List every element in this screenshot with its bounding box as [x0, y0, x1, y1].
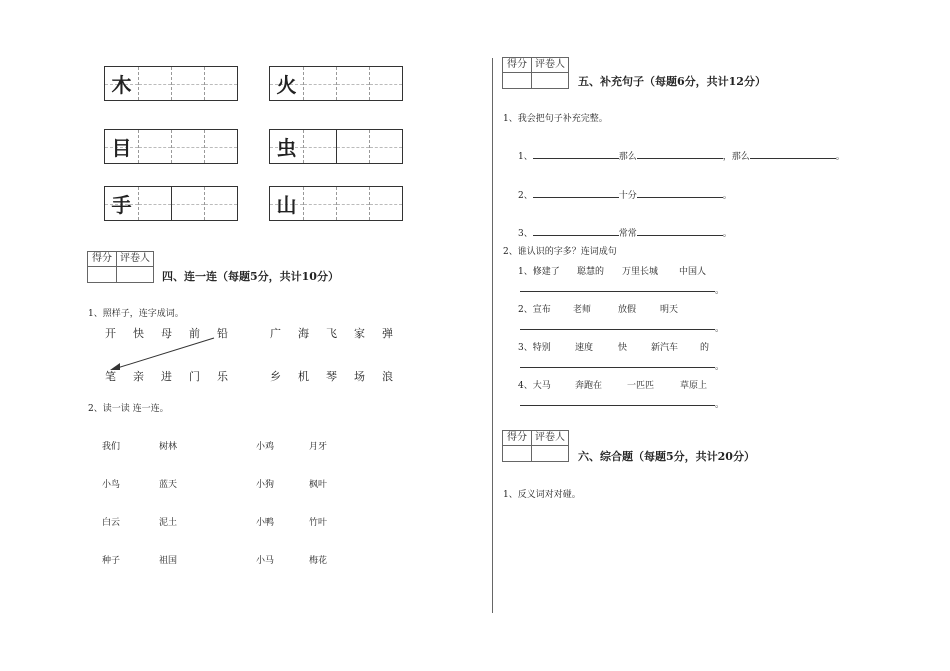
char: 乡 [270, 370, 281, 383]
grid-char: 虫 [276, 136, 297, 160]
section5-title: 五、补充句子（每题6分，共计12分） [578, 75, 766, 88]
char-grid-2 [269, 66, 403, 101]
sentence-num: 2、 [518, 191, 533, 201]
char: 笔 [105, 370, 116, 383]
grader-label: 评卷人 [117, 252, 153, 267]
period: 。 [715, 286, 725, 296]
section6-q1: 1、反义词对对碰。 [503, 490, 581, 500]
word: 小鸡 [256, 442, 275, 452]
sentence-num: 3、 [518, 229, 533, 239]
section4-title: 四、连一连（每题5分，共计10分） [162, 270, 339, 283]
answer-blank[interactable] [637, 188, 723, 198]
connector: 常常 [618, 229, 637, 239]
char-grid-4 [269, 129, 403, 164]
answer-line[interactable] [520, 290, 715, 292]
word: 小鸟 [102, 480, 121, 490]
char: 琴 [326, 370, 337, 383]
word: 小马 [256, 556, 275, 566]
word: 梅花 [309, 556, 328, 566]
sentence-3 [518, 226, 732, 239]
answer-line[interactable] [520, 328, 715, 330]
score-box-section6 [502, 430, 569, 462]
char: 母 [161, 327, 172, 340]
row-word: 聪慧的 [577, 267, 605, 277]
char: 机 [298, 370, 309, 383]
answer-blank[interactable] [533, 149, 619, 159]
row-word: 奔跑在 [575, 381, 603, 391]
char: 快 [133, 327, 144, 340]
word: 小鸭 [256, 518, 275, 528]
grid-char: 山 [276, 193, 297, 217]
char: 进 [161, 370, 172, 383]
row-word: 3、特别 [518, 343, 551, 353]
answer-blank[interactable] [533, 226, 619, 236]
char: 门 [189, 370, 200, 383]
word: 月牙 [309, 442, 328, 452]
char: 场 [354, 370, 365, 383]
grader-label: 评卷人 [532, 431, 568, 446]
word: 祖国 [159, 556, 178, 566]
char-grid-5 [104, 186, 238, 221]
word: 种子 [102, 556, 121, 566]
period: 。 [715, 324, 725, 334]
score-box-section4 [87, 251, 154, 283]
word: 蓝天 [159, 480, 178, 490]
char: 广 [270, 327, 281, 340]
row-word: 老师 [573, 305, 592, 315]
char: 铅 [217, 327, 228, 340]
connector: ，那么 [722, 152, 750, 162]
example-arrow [100, 330, 230, 380]
sentence-num: 1、 [518, 152, 533, 162]
row-word: 1、修建了 [518, 267, 560, 277]
row-word: 草原上 [680, 381, 708, 391]
word: 小狗 [256, 480, 275, 490]
period: 。 [715, 362, 725, 372]
period: 。 [715, 400, 725, 410]
row-word: 快 [618, 343, 628, 353]
grid-char: 手 [111, 193, 132, 217]
row-word: 万里长城 [622, 267, 659, 277]
section5-q1: 1、我会把句子补充完整。 [503, 114, 608, 124]
answer-blank[interactable] [637, 226, 723, 236]
char: 飞 [326, 327, 337, 340]
char: 开 [105, 327, 116, 340]
score-label: 得分 [503, 58, 531, 73]
char-grid-3 [104, 129, 238, 164]
row-word: 速度 [575, 343, 594, 353]
column-divider [492, 58, 493, 613]
row-word: 放假 [618, 305, 637, 315]
row-word: 4、大马 [518, 381, 551, 391]
section4-q1: 1、照样子，连字成词。 [88, 309, 184, 319]
word: 我们 [102, 442, 121, 452]
char-grid-6 [269, 186, 403, 221]
row-word: 新汽车 [651, 343, 679, 353]
word: 枫叶 [309, 480, 328, 490]
word: 树林 [159, 442, 178, 452]
char: 家 [354, 327, 365, 340]
section6-title: 六、综合题（每题5分，共计20分） [578, 450, 755, 463]
period: 。 [722, 229, 732, 239]
char-grid-1 [104, 66, 238, 101]
char: 弹 [382, 327, 393, 340]
answer-line[interactable] [520, 404, 715, 406]
row-word: 2、宣布 [518, 305, 551, 315]
word: 竹叶 [309, 518, 328, 528]
char: 前 [189, 327, 200, 340]
char: 浪 [382, 370, 393, 383]
score-box-section5 [502, 57, 569, 89]
grid-char: 火 [276, 73, 297, 97]
grid-char: 木 [111, 73, 132, 97]
char: 乐 [217, 370, 228, 383]
score-label: 得分 [88, 252, 116, 267]
answer-blank[interactable] [533, 188, 619, 198]
connector: 十分 [618, 191, 637, 201]
answer-blank[interactable] [750, 149, 836, 159]
score-label: 得分 [503, 431, 531, 446]
answer-blank[interactable] [637, 149, 723, 159]
period: 。 [722, 191, 732, 201]
sentence-2 [518, 188, 732, 201]
row-word: 的 [700, 343, 710, 353]
period: 。 [835, 152, 845, 162]
row-word: 明天 [660, 305, 679, 315]
word: 白云 [102, 518, 121, 528]
word: 泥土 [159, 518, 178, 528]
grader-label: 评卷人 [532, 58, 568, 73]
sentence-1 [518, 149, 845, 162]
grid-char: 目 [111, 136, 132, 160]
row-word: 中国人 [679, 267, 707, 277]
row-word: 一匹匹 [627, 381, 655, 391]
char: 亲 [133, 370, 144, 383]
section4-q2: 2、读一读 连一连。 [88, 404, 169, 414]
connector: 那么 [618, 152, 637, 162]
answer-line[interactable] [520, 366, 715, 368]
char: 海 [298, 327, 309, 340]
section5-q2: 2、谁认识的字多？连词成句 [503, 247, 617, 257]
